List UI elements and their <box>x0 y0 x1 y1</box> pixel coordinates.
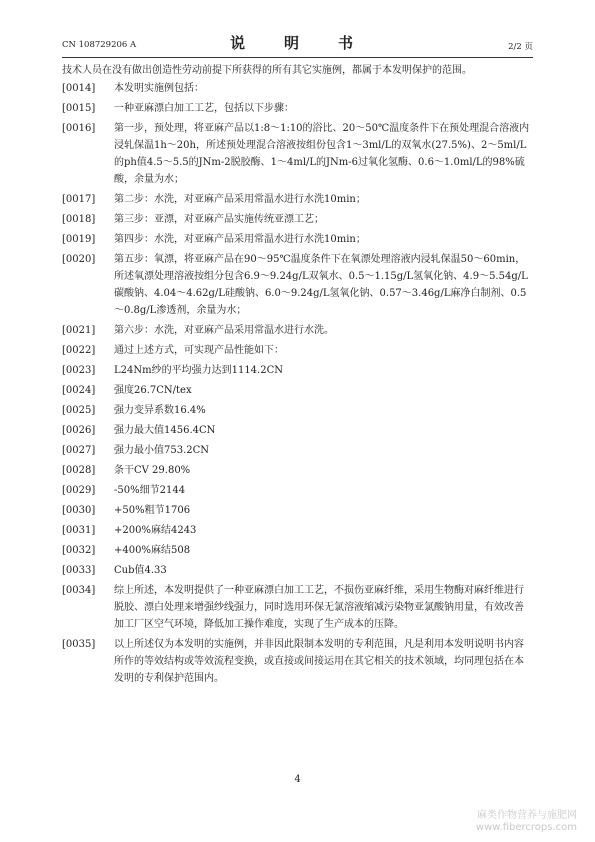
paragraph-number: [0025] <box>62 405 96 416</box>
paragraph-number: [0017] <box>62 194 96 205</box>
paragraph-number: [0035] <box>62 639 96 650</box>
paragraph <box>62 191 533 208</box>
paragraph <box>62 482 533 499</box>
paragraph-text: 第六步：水洗，对亚麻产品采用常温水进行水洗。 <box>114 325 334 336</box>
watermark <box>476 810 577 834</box>
paragraph-text: 通过上述方式，可实现产品性能如下： <box>114 345 284 356</box>
paragraph-number: [0016] <box>62 123 96 134</box>
paragraph <box>62 322 533 339</box>
paragraph <box>62 442 533 459</box>
paragraph-text: 条干CV 29.80% <box>114 465 191 476</box>
paragraph <box>62 362 533 379</box>
paragraph-text: Cub值4.33 <box>114 565 167 576</box>
paragraph-list <box>62 80 533 687</box>
paragraph <box>62 422 533 439</box>
paragraph-text: 第五步：氧漂，将亚麻产品在90～95℃温度条件下在氧漂处理溶液内浸轧保温50～60min，所述氧漂处理溶液按组分包含6.9～9.24g/L双氧水、0.5～1.15g/L氢氧化钠、4.9～5.54g/L碳酸钠、4.04～4.62g/L硅酸钠、6.0～9.24g/L氢氧化钠、0.57～3.46g/L麻净白制剂、0.5～0.8g/L渗透剂，余量为水； <box>114 254 528 316</box>
paragraph-text: +400%麻结508 <box>114 545 191 556</box>
patent-number: CN 108729206 A <box>62 40 137 50</box>
paragraph-text: 综上所述，本发明提供了一种亚麻漂白加工工艺，不损伤亚麻纤维，采用生物酶对麻纤维进行脱胶、漂白处理来增强纱线强力，同时选用环保无氯溶液缩减污染物亚氯酸钠用量，有效改善加工厂区空气环境，降低加工操作难度，实现了生产成本的压降。 <box>114 585 524 630</box>
paragraph-text: 强力最小值753.2CN <box>114 445 210 456</box>
paragraph-number: [0022] <box>62 345 96 356</box>
paragraph-number: [0019] <box>62 234 96 245</box>
paragraph-number: [0033] <box>62 565 96 576</box>
paragraph-text: 第四步：水洗，对亚麻产品采用常温水进行水洗10min； <box>114 234 366 245</box>
page-header <box>62 30 533 54</box>
paragraph-text: 强力变异系数16.4% <box>114 405 206 416</box>
paragraph <box>62 402 533 419</box>
paragraph-number: [0021] <box>62 325 96 336</box>
page-indicator: 2/2 页 <box>508 42 533 52</box>
paragraph-text: 第二步：水洗，对亚麻产品采用常温水进行水洗10min； <box>114 194 366 205</box>
paragraph-number: [0034] <box>62 585 96 596</box>
paragraph-number: [0032] <box>62 545 96 556</box>
paragraph-number: [0023] <box>62 365 96 376</box>
paragraph-text: +200%麻结4243 <box>114 525 197 536</box>
paragraph-text: 本发明实施例包括： <box>114 83 204 94</box>
document-title: 说 明 书 <box>229 34 365 52</box>
paragraph <box>62 582 533 633</box>
paragraph <box>62 562 533 579</box>
paragraph-text: 以上所述仅为本发明的实施例，并非因此限制本发明的专利范围，凡是利用本发明说明书内容所作的等效结构或等效流程变换，或直接或间接运用在其它相关的技术领域，均同理包括在本发明的专利保护范围内。 <box>114 639 524 684</box>
watermark-url: www.fibercrops.com <box>475 822 577 833</box>
paragraph <box>62 382 533 399</box>
page-number: 4 <box>294 774 301 785</box>
paragraph-number: [0018] <box>62 214 96 225</box>
paragraph-number: [0026] <box>62 425 96 436</box>
paragraph-text: -50%细节2144 <box>114 485 186 496</box>
paragraph-text: 一种亚麻漂白加工工艺，包括以下步骤： <box>114 103 294 114</box>
document-body <box>62 62 533 690</box>
paragraph <box>62 251 533 319</box>
header-divider <box>62 57 533 58</box>
continuation-text: 技术人员在没有做出创造性劳动前提下所获得的所有其它实施例，都属于本发明保护的范围。 <box>62 65 472 76</box>
paragraph-text: 强度26.7CN/tex <box>114 385 192 396</box>
paragraph-number: [0030] <box>62 505 96 516</box>
paragraph <box>62 502 533 519</box>
paragraph-number: [0024] <box>62 385 96 396</box>
paragraph <box>62 522 533 539</box>
paragraph-text: 第一步，预处理，将亚麻产品以1:8～1:10的浴比、20～50℃温度条件下在预处理混合溶液内浸轧保温1h～20h，所述预处理混合溶液按组份包含1～3ml/L的双氧水(27.5%)、2～5ml/L的ph值4.5～5.5的JNm-2脱胶酶、1～4ml/L的JNm-6过氧化氢酶、0.6～1.0ml/L的98%硫酸，余量为水； <box>114 123 530 185</box>
paragraph-text: 第三步：亚漂，对亚麻产品实施传统亚漂工艺； <box>114 214 324 225</box>
paragraph-text: +50%粗节1706 <box>114 505 191 516</box>
paragraph-number: [0020] <box>62 254 96 265</box>
paragraph-text: 强力最大值1456.4CN <box>114 425 216 436</box>
paragraph <box>62 231 533 248</box>
paragraph-number: [0031] <box>62 525 96 536</box>
paragraph-number: [0027] <box>62 445 96 456</box>
paragraph <box>62 342 533 359</box>
paragraph-number: [0028] <box>62 465 96 476</box>
paragraph <box>62 100 533 117</box>
paragraph <box>62 80 533 97</box>
paragraph-number: [0015] <box>62 103 96 114</box>
paragraph <box>62 542 533 559</box>
paragraph-text: L24Nm纱的平均强力达到1114.2CN <box>114 365 283 376</box>
paragraph-number: [0014] <box>62 83 96 94</box>
paragraph <box>62 211 533 228</box>
paragraph <box>62 120 533 188</box>
watermark-name: 麻类作物营养与施肥网 <box>477 810 577 821</box>
paragraph <box>62 462 533 479</box>
paragraph <box>62 636 533 687</box>
paragraph-number: [0029] <box>62 485 96 496</box>
